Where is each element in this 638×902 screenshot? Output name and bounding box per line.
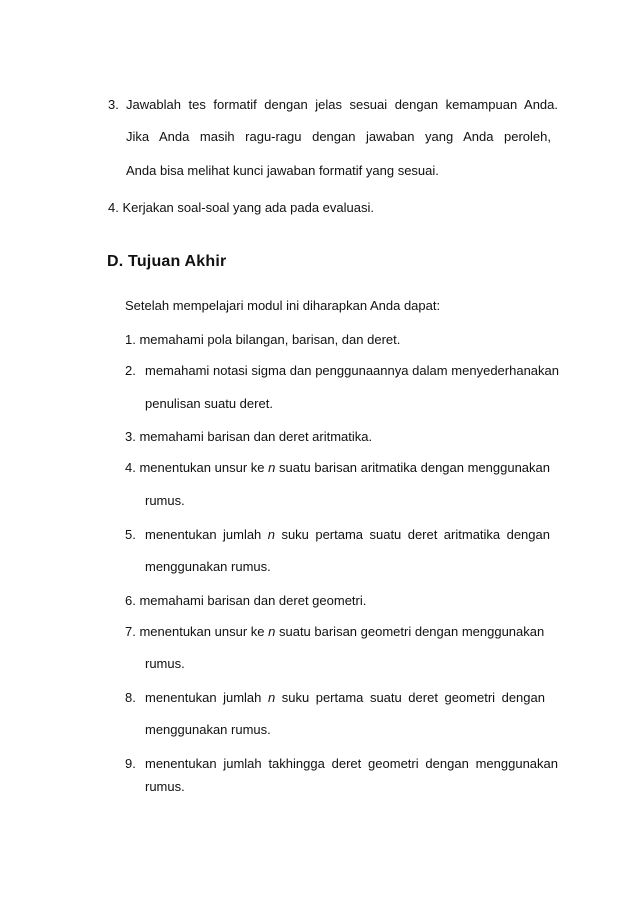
item-text: menentukan jumlah takhingga deret geometri dengan menggunakan xyxy=(145,756,558,771)
item-number: 1. xyxy=(125,332,136,347)
step-3-line-3: Anda bisa melihat kunci jawaban formatif yang sesuai. xyxy=(126,163,439,178)
variable-n: n xyxy=(268,460,276,475)
step-number: 4. xyxy=(108,200,119,215)
item-text: memahami notasi sigma dan penggunaannya dalam menyederhanakan xyxy=(145,363,559,378)
item-number: 2. xyxy=(125,363,136,378)
goal-item-5 xyxy=(125,527,550,543)
item-text: memahami barisan dan deret geometri. xyxy=(139,593,367,608)
step-number: 3. xyxy=(108,97,119,112)
item-number: 6. xyxy=(125,593,136,608)
goal-item-9 xyxy=(125,756,558,772)
item-text: menentukan unsur ke xyxy=(139,460,265,475)
section-intro: Setelah mempelajari modul ini diharapkan Anda dapat: xyxy=(125,298,441,313)
goal-item-2 xyxy=(125,363,559,379)
step-text: Jawablah tes formatif dengan jelas sesuai dengan kemampuan Anda. xyxy=(126,97,558,112)
goal-item-8 xyxy=(125,690,545,706)
item-number: 8. xyxy=(125,690,136,705)
item-number: 5. xyxy=(125,527,136,542)
goal-item-6 xyxy=(125,593,366,609)
item-text-part: suku pertama suatu deret aritmatika dengan xyxy=(281,527,550,542)
item-text: memahami barisan dan deret aritmatika. xyxy=(139,429,373,444)
variable-n: n xyxy=(268,624,276,639)
item-number: 9. xyxy=(125,756,136,771)
step-4-line-1 xyxy=(108,200,374,216)
item-number: 3. xyxy=(125,429,136,444)
item-text: suatu barisan geometri dengan menggunakan xyxy=(278,624,545,639)
goal-item-7-cont: rumus. xyxy=(145,656,185,671)
item-text-part: menentukan jumlah xyxy=(145,527,262,542)
goal-item-5-cont: menggunakan rumus. xyxy=(145,559,271,574)
variable-n: n xyxy=(267,527,275,542)
item-text: suatu barisan aritmatika dengan menggunakan xyxy=(278,460,550,475)
goal-item-4-cont: rumus. xyxy=(145,493,185,508)
item-text-part: menentukan jumlah xyxy=(145,690,262,705)
goal-item-9-cont: rumus. xyxy=(145,779,185,794)
item-number: 7. xyxy=(125,624,136,639)
goal-item-7 xyxy=(125,624,544,640)
goal-item-3 xyxy=(125,429,372,445)
section-heading: D. Tujuan Akhir xyxy=(107,253,227,270)
goal-item-1 xyxy=(125,332,400,348)
goal-item-2-cont: penulisan suatu deret. xyxy=(145,396,273,411)
variable-n: n xyxy=(267,690,276,705)
item-text: memahami pola bilangan, barisan, dan deret. xyxy=(139,332,401,347)
step-text: Kerjakan soal-soal yang ada pada evaluasi. xyxy=(122,200,374,215)
step-3-line-2: Jika Anda masih ragu-ragu dengan jawaban yang Anda peroleh, xyxy=(126,129,551,144)
item-text-part: suku pertama suatu deret geometri dengan xyxy=(281,690,545,705)
goal-item-8-cont: menggunakan rumus. xyxy=(145,722,271,737)
item-text xyxy=(145,690,545,706)
step-3-line-1 xyxy=(108,97,558,113)
item-text xyxy=(145,527,550,543)
item-text: menentukan unsur ke xyxy=(139,624,265,639)
goal-item-4 xyxy=(125,460,550,476)
item-number: 4. xyxy=(125,460,136,475)
